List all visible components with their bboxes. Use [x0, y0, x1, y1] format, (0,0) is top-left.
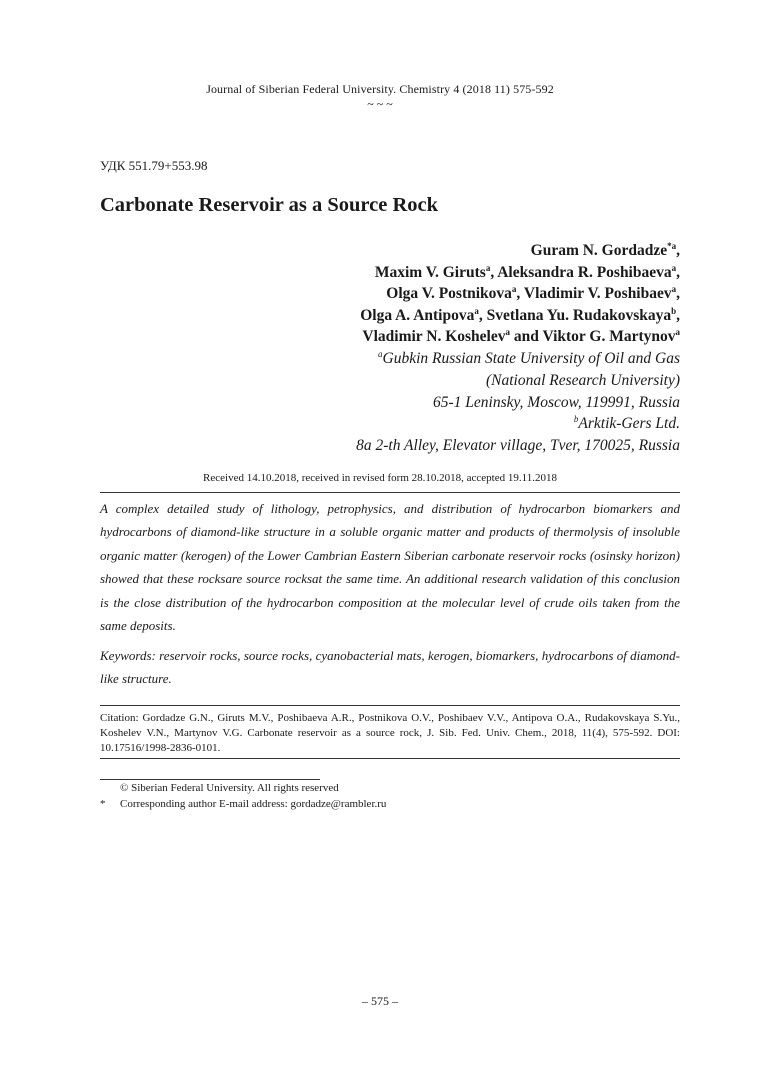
- author-name: Vladimir N. Koshelev: [362, 328, 506, 346]
- author-separator: ,: [676, 263, 680, 281]
- copyright-text: © Siberian Federal University. All rights reserved: [120, 782, 339, 794]
- author-name: Viktor G. Martynov: [542, 328, 676, 346]
- page-number: – 575 –: [362, 994, 398, 1008]
- affiliations: [356, 348, 680, 457]
- author-name: Guram N. Gordadze: [530, 242, 668, 259]
- author-separator: ,: [676, 285, 680, 303]
- author-affiliation-mark: b: [671, 305, 677, 316]
- corresponding-text: Corresponding author E-mail address: gordadze@rambler.ru: [120, 798, 387, 810]
- abstract-top-rule: [100, 492, 680, 493]
- article-title: Carbonate Reservoir as a Source Rock: [100, 194, 439, 216]
- affiliation-a-line: (National Research University): [486, 371, 680, 389]
- author-affiliation-mark: a: [671, 284, 677, 295]
- author-name: Maxim V. Giruts: [374, 263, 486, 281]
- author-affiliation-mark: a: [485, 262, 491, 273]
- affiliation-mark: b: [573, 414, 579, 425]
- author-separator: ,: [490, 263, 498, 281]
- author-separator: and: [510, 328, 543, 346]
- udk-code: УДК 551.79+553.98: [100, 158, 208, 173]
- affiliation-b-name: Arktik-Gers Ltd.: [578, 415, 680, 433]
- author-separator: ,: [478, 306, 487, 324]
- author-affiliation-mark: a: [675, 327, 680, 338]
- affiliation-a-name: Gubkin Russian State University of Oil and Gas: [382, 350, 680, 367]
- author-separator: ,: [676, 242, 680, 259]
- author-name: Svetlana Yu. Rudakovskaya: [486, 306, 672, 324]
- author-line: [360, 262, 680, 284]
- author-affiliation-mark: a: [505, 327, 510, 338]
- author-separator: ,: [676, 306, 680, 324]
- author-name: Olga A. Antipova: [360, 306, 475, 324]
- author-affiliation-mark: a: [511, 284, 517, 295]
- author-line: [360, 283, 680, 305]
- author-line: [360, 326, 680, 348]
- footnote-corresponding: [100, 798, 386, 810]
- citation-text: Citation: Gordadze G.N., Giruts M.V., Poshibaeva A.R., Postnikova O.V., Poshibaev V.V., Antipova O.A., Rudakovskaya S.Yu., Koshelev V.N., Martynov V.G. Carbonate reservoir as a source rock, J. Sib. Fed. Univ. Chem., 2018, 11(4), 575-592. DOI: 10.17516/1998-2836-0101.: [100, 712, 680, 754]
- author-name: Olga V. Postnikova: [386, 285, 512, 303]
- affiliation-mark: a: [378, 349, 383, 359]
- author-separator: ,: [516, 285, 524, 303]
- author-list: [360, 240, 680, 348]
- author-affiliation-mark: a: [474, 305, 479, 316]
- affiliation-b-line: [356, 413, 680, 435]
- author-name: Vladimir V. Poshibaev: [523, 285, 672, 303]
- keywords-text: Keywords: reservoir rocks, source rocks, cyanobacterial mats, kerogen, biomarkers, hydrocarbons of diamond-like structure.: [100, 648, 680, 687]
- affiliation-a-address: 65-1 Leninsky, Moscow, 119991, Russia: [433, 393, 680, 411]
- abstract-text: A complex detailed study of lithology, petrophysics, and distribution of hydrocarbon biomarkers and hydrocarbons of diamond-like structure in a soluble organic matter and products of thermolysis of insoluble organic matter (kerogen) of the Lower Cambrian Eastern Siberian carbonate reservoir rocks (osinsky horizon) showed that these rocksare source rocksat the same time. An additional research validation of this conclusion is the close distribution of the hydrocarbon composition at the molecular level of crude oils taken from the same deposits.: [100, 501, 680, 634]
- header-ornament: ~ ~ ~: [367, 97, 393, 111]
- citation-top-rule: [100, 705, 680, 706]
- journal-header: Journal of Siberian Federal University. Chemistry 4 (2018 11) 575-592: [206, 82, 554, 96]
- author-name: Aleksandra R. Poshibaeva: [497, 263, 672, 281]
- author-affiliation-mark: *a: [667, 241, 677, 251]
- author-line: [360, 240, 680, 262]
- affiliation-b-address: 8a 2-th Alley, Elevator village, Tver, 170025, Russia: [356, 437, 680, 455]
- author-affiliation-mark: a: [671, 262, 677, 273]
- citation-bottom-rule: [100, 758, 680, 759]
- footnote-rule: [100, 779, 320, 780]
- author-line: [360, 305, 680, 327]
- footnote-mark: *: [100, 798, 106, 810]
- footnote-copyright: [100, 782, 339, 794]
- received-dates: Received 14.10.2018, received in revised form 28.10.2018, accepted 19.11.2018: [203, 472, 557, 484]
- affiliation-a-line: [356, 348, 680, 370]
